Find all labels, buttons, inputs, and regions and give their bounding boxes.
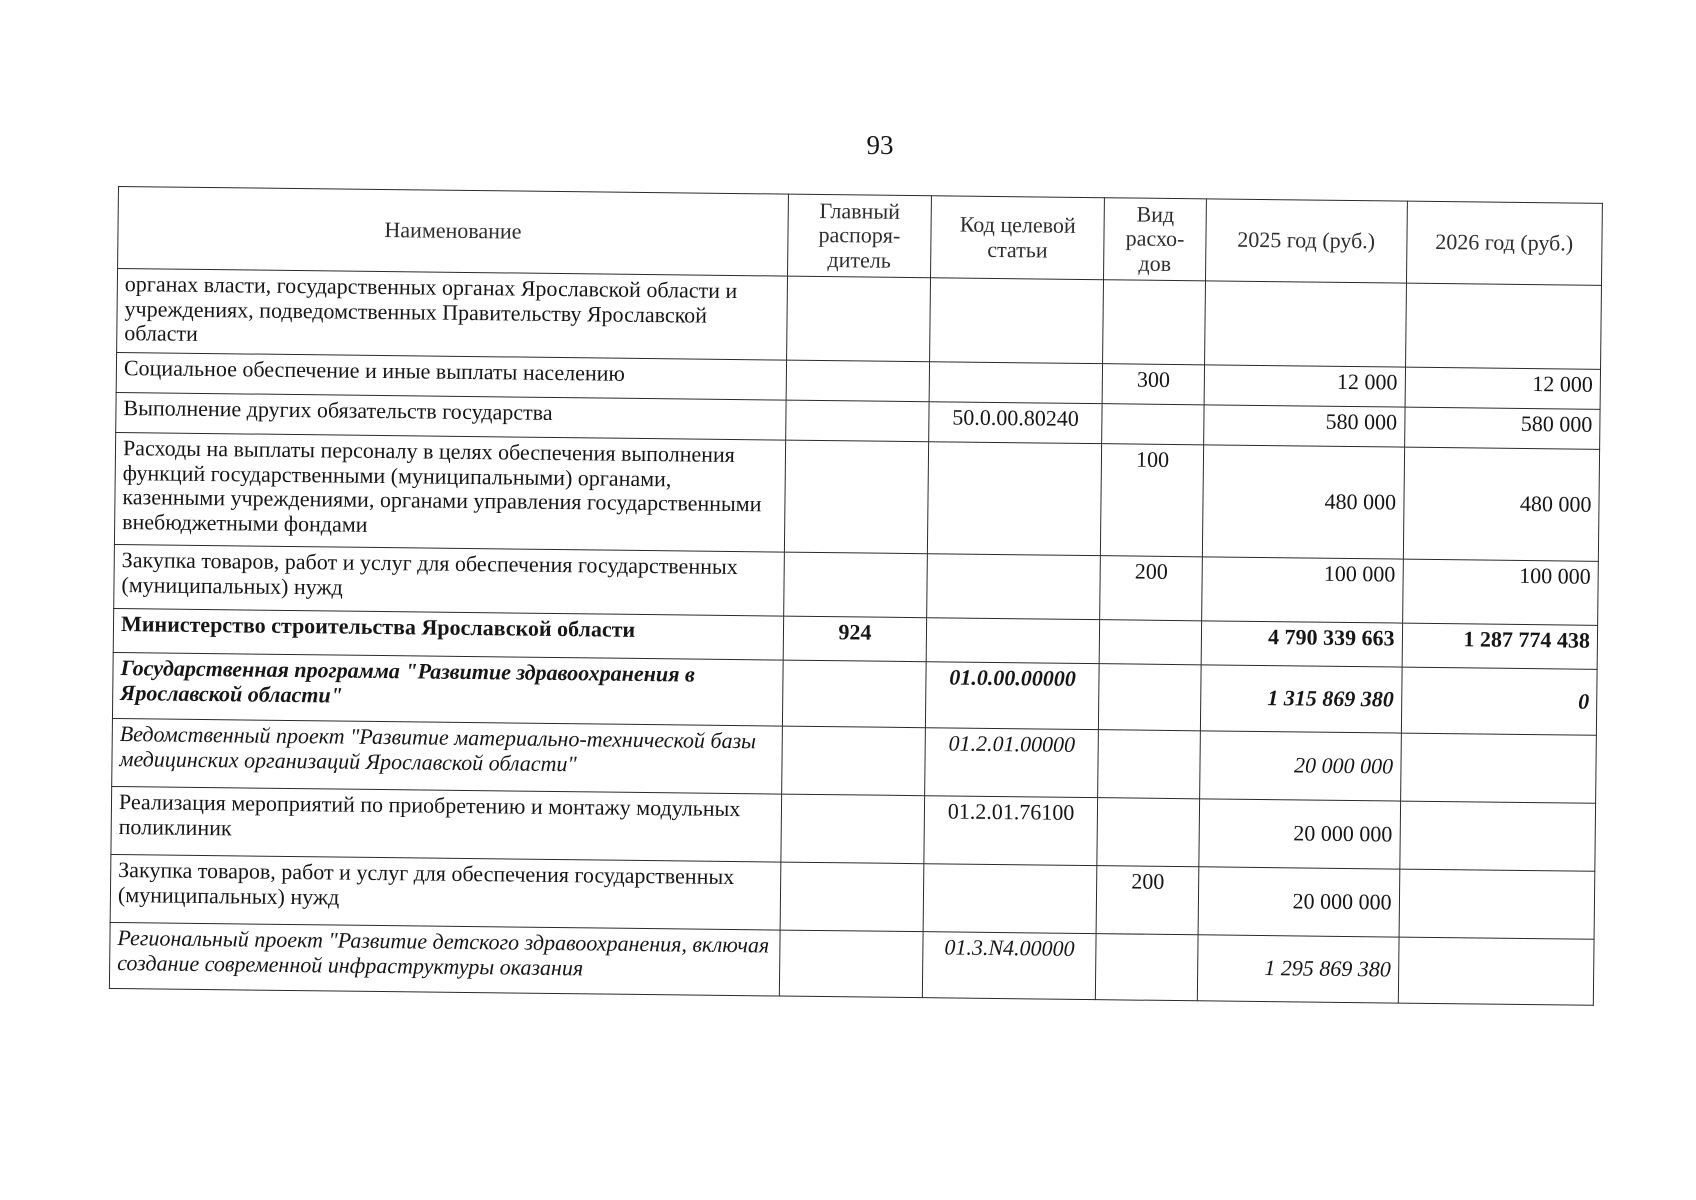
cell-y2026 [1398, 937, 1594, 1005]
cell-name: Расходы на выплаты персоналу в целях обеспечения выполнения функций государственными (муниципальными) органами, казенными учреждениями, органами управления государственными внебюджетными фондами [114, 432, 785, 552]
cell-y2025: 1 295 869 380 [1197, 935, 1399, 1003]
cell-name: Закупка товаров, работ и услуг для обеспечения государственных (муниципальных) нужд [114, 544, 785, 616]
cell-code [929, 278, 1103, 364]
cell-y2025: 480 000 [1202, 445, 1404, 559]
cell-exptype [1102, 404, 1204, 445]
cell-code [927, 554, 1101, 620]
cell-y2025 [1204, 281, 1406, 367]
cell-y2026: 480 000 [1403, 447, 1600, 561]
cell-code [927, 442, 1102, 556]
cell-y2025: 1 315 869 380 [1200, 665, 1402, 733]
cell-ordering [786, 360, 929, 402]
cell-name: органах власти, государственных органах Ярославской области и учреждениях, подведомственных Правительству Ярославской области [117, 269, 788, 361]
cell-ordering [786, 400, 929, 442]
cell-y2025: 20 000 000 [1199, 731, 1401, 801]
cell-y2025: 100 000 [1201, 557, 1402, 623]
cell-exptype: 200 [1096, 866, 1198, 935]
cell-code [923, 864, 1097, 934]
cell-y2026: 12 000 [1405, 367, 1601, 409]
cell-ordering: 924 [783, 616, 926, 662]
cell-y2025: 20 000 000 [1199, 799, 1401, 869]
cell-exptype: 200 [1100, 556, 1202, 621]
cell-y2025: 4 790 339 663 [1201, 621, 1402, 667]
cell-name: Ведомственный проект "Развитие материально-технической базы медицинских организаций Ярославской области" [112, 718, 783, 794]
cell-name: Социальное обеспечение и иные выплаты населению [116, 352, 786, 400]
cell-name: Министерство строительства Ярославской области [113, 608, 783, 660]
page-number: 93 [866, 130, 894, 160]
cell-ordering [787, 276, 931, 362]
cell-name: Государственная программа "Развитие здравоохранения в Ярославской области" [112, 652, 783, 726]
header-ordering: Главный распоря-дитель [787, 194, 931, 278]
cell-ordering [780, 862, 924, 932]
cell-ordering [784, 440, 928, 554]
header-exptype: Вид расхо-дов [1104, 198, 1206, 281]
budget-table [109, 186, 1603, 1006]
cell-exptype [1096, 934, 1198, 1001]
cell-code: 01.2.01.00000 [925, 728, 1099, 798]
cell-exptype [1100, 620, 1202, 665]
cell-code: 01.3.N4.00000 [922, 932, 1096, 1000]
header-code: Код целевой статьи [930, 196, 1104, 280]
cell-exptype: 300 [1102, 364, 1204, 405]
cell-exptype [1098, 730, 1200, 799]
cell-name: Закупка товаров, работ и услуг для обеспечения государственных (муниципальных) нужд [110, 854, 781, 930]
cell-ordering [781, 794, 925, 864]
cell-y2026 [1399, 801, 1595, 871]
table-container [109, 186, 1603, 1006]
cell-ordering [782, 726, 926, 796]
cell-ordering [784, 552, 928, 618]
header-y2026: 2026 год (руб.) [1406, 201, 1602, 285]
cell-name: Выполнение других обязательств государства [116, 392, 786, 440]
cell-y2026: 580 000 [1404, 407, 1600, 449]
cell-exptype [1103, 280, 1205, 365]
cell-y2025: 20 000 000 [1198, 867, 1400, 937]
cell-y2026: 100 000 [1402, 559, 1598, 625]
cell-code: 01.0.00.00000 [925, 662, 1099, 730]
cell-code: 01.2.01.76100 [924, 796, 1098, 866]
cell-y2025: 12 000 [1204, 365, 1405, 407]
cell-code: 50.0.00.80240 [929, 402, 1103, 444]
header-y2025: 2025 год (руб.) [1205, 199, 1407, 283]
cell-y2026: 1 287 774 438 [1402, 623, 1598, 669]
cell-ordering [782, 660, 926, 728]
cell-exptype: 100 [1101, 444, 1204, 557]
cell-y2026 [1400, 733, 1596, 803]
table-row [114, 432, 1599, 561]
cell-code [926, 618, 1100, 664]
cell-ordering [779, 930, 923, 998]
cell-exptype [1097, 798, 1199, 867]
cell-exptype [1099, 664, 1201, 731]
cell-y2026: 0 [1401, 667, 1597, 735]
cell-y2025: 580 000 [1203, 405, 1404, 447]
header-name: Наименование [118, 187, 789, 277]
cell-y2026 [1405, 283, 1601, 369]
cell-name: Реализация мероприятий по приобретению и монтажу модульных поликлиник [111, 786, 782, 862]
cell-name: Региональный проект "Развитие детского здравоохранения, включая создание современной инфраструктуры оказания [109, 922, 780, 996]
cell-y2026 [1399, 869, 1595, 939]
cell-code [929, 362, 1103, 404]
